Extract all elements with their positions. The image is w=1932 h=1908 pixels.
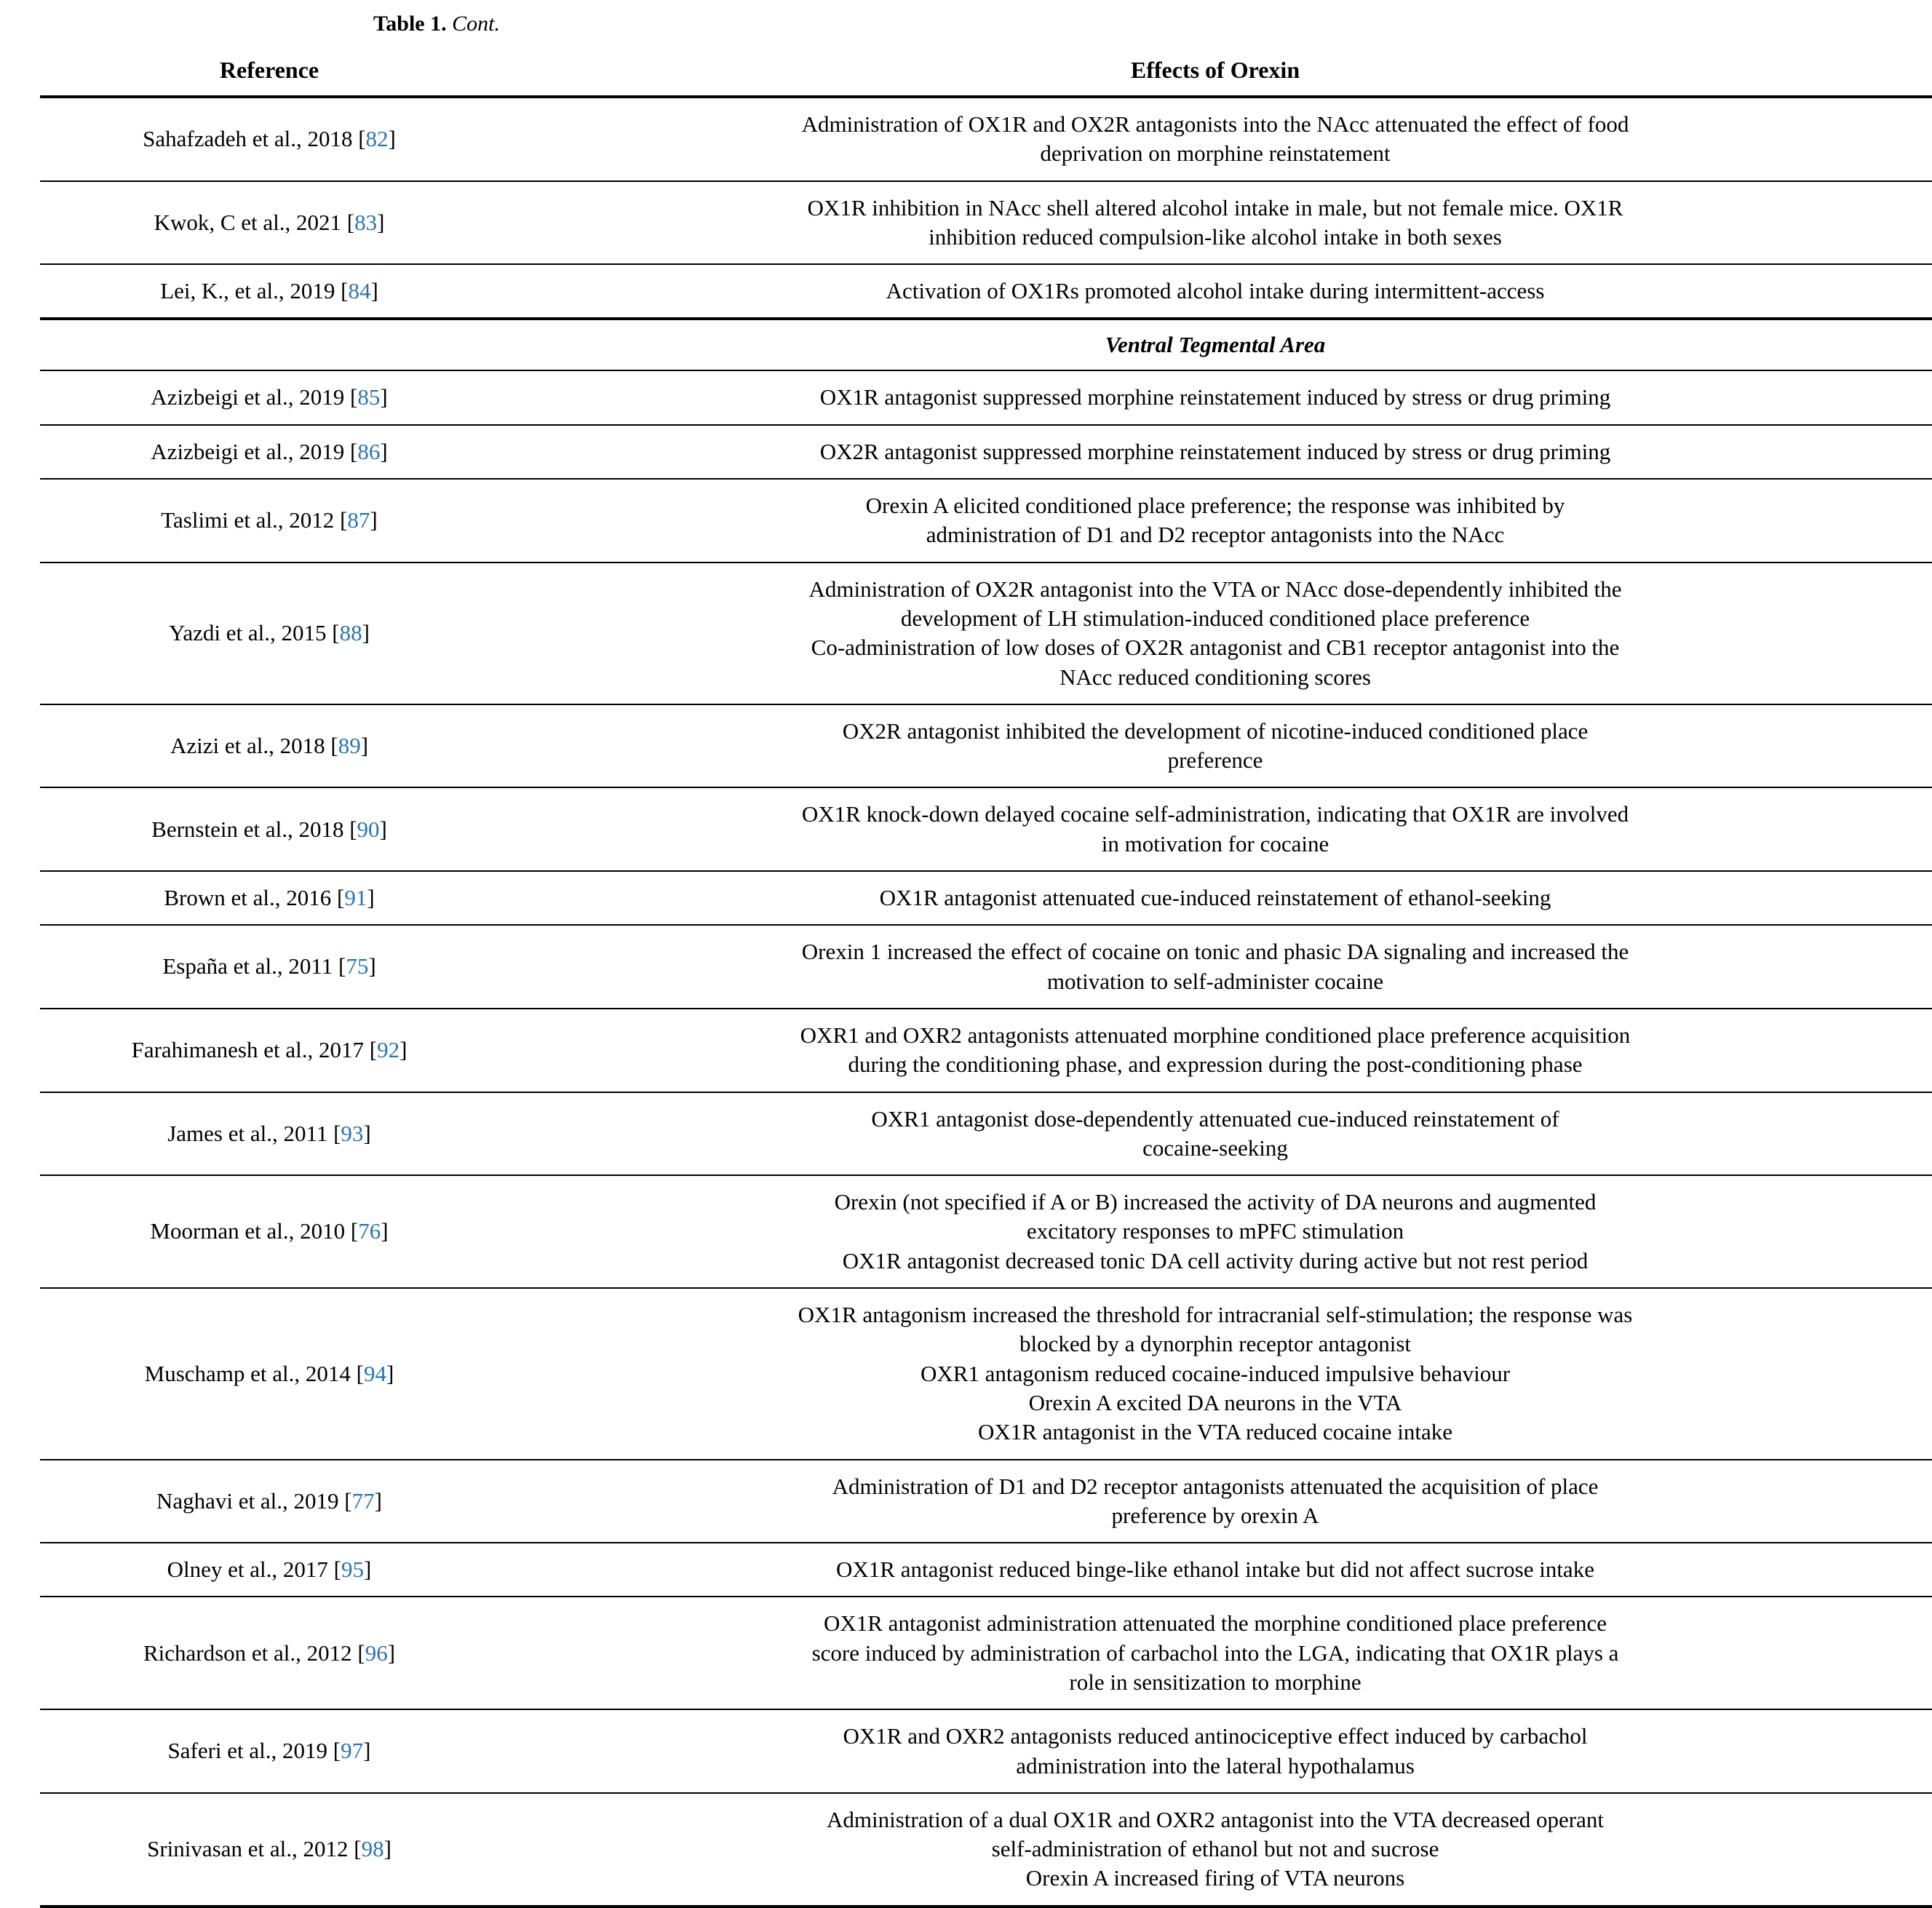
- table-body: [40, 97, 1932, 1908]
- effect-line: self-administration of ethanol but not and sucrose: [991, 1836, 1439, 1862]
- table-row: [40, 704, 1932, 788]
- reference-label: Olney et al., 2017: [167, 1557, 328, 1583]
- table-head: [40, 45, 1932, 97]
- effect-line: inhibition reduced compulsion-like alcohol intake in both sexes: [929, 223, 1502, 250]
- reference-label: Saferi et al., 2019: [167, 1738, 328, 1764]
- effects-cell: [498, 181, 1932, 265]
- table-row: [40, 97, 1932, 181]
- citation-link[interactable]: 83: [354, 209, 378, 235]
- reference-label: Moorman et al., 2010: [150, 1218, 346, 1244]
- table-row: [40, 1092, 1932, 1176]
- reference-label: Yazdi et al., 2015: [169, 620, 327, 646]
- table-row: [40, 1709, 1932, 1793]
- reference-cell: Richardson et al., 2012 [96]: [40, 1597, 498, 1709]
- effect-line: OXR1 antagonist dose-dependently attenuated cue-induced reinstatement of: [871, 1105, 1559, 1132]
- table-caption: [40, 10, 833, 38]
- citation-link[interactable]: 84: [348, 278, 371, 304]
- reference-cell: Muschamp et al., 2014 [94]: [40, 1288, 498, 1459]
- bottom-rule-right: [498, 1907, 1932, 1908]
- effect-line: OX1R antagonist suppressed morphine reinstatement induced by stress or drug priming: [819, 384, 1611, 410]
- reference-label: Lei, K., et al., 2019: [160, 278, 335, 304]
- citation-link[interactable]: 76: [358, 1218, 381, 1244]
- reference-label: Muschamp et al., 2014: [144, 1360, 351, 1386]
- effect-line: motivation to self-administer cocaine: [1046, 968, 1384, 994]
- effect-line: cocaine-seeking: [1142, 1134, 1288, 1161]
- table-row: [40, 1288, 1932, 1459]
- citation-link[interactable]: 98: [361, 1836, 384, 1862]
- citation-link[interactable]: 77: [351, 1487, 375, 1514]
- effect-line: OX1R antagonist administration attenuated the morphine conditioned place preference: [823, 1610, 1607, 1637]
- reference-cell: Saferi et al., 2019 [97]: [40, 1709, 498, 1793]
- table-section-row: [40, 319, 1932, 370]
- reference-cell: Naghavi et al., 2019 [77]: [40, 1460, 498, 1543]
- citation-link[interactable]: 87: [347, 507, 370, 533]
- reference-cell: Kwok, C et al., 2021 [83]: [40, 181, 498, 265]
- effects-cell: [498, 370, 1932, 424]
- table-row: [40, 264, 1932, 319]
- effects-cell: [498, 1092, 1932, 1176]
- citation-link[interactable]: 86: [357, 438, 381, 464]
- effects-cell: [498, 1597, 1932, 1709]
- effect-line: Orexin (not specified if A or B) increased the activity of DA neurons and augmented: [834, 1189, 1597, 1215]
- reference-cell: Taslimi et al., 2012 [87]: [40, 479, 498, 563]
- effects-cell: [498, 925, 1932, 1009]
- citation-link[interactable]: 85: [357, 384, 381, 410]
- table-row: [40, 1009, 1932, 1092]
- effects-cell: [498, 479, 1932, 563]
- reference-label: Richardson et al., 2012: [143, 1639, 352, 1666]
- table-bottom-rule: [40, 1907, 1932, 1908]
- table-row: [40, 1543, 1932, 1597]
- effects-cell: [498, 1709, 1932, 1793]
- orexin-effects-table: [40, 45, 1932, 1908]
- effect-line: score induced by administration of carbachol into the LGA, indicating that OX1R plays a: [811, 1639, 1619, 1666]
- citation-link[interactable]: 82: [365, 126, 389, 152]
- effects-cell: [498, 1288, 1932, 1459]
- effect-line: OX1R and OXR2 antagonists reduced antinociceptive effect induced by carbachol: [843, 1723, 1588, 1749]
- effect-line: Orexin 1 increased the effect of cocaine on tonic and phasic DA signaling and increased the: [801, 939, 1629, 965]
- effect-line: preference by orexin A: [1111, 1502, 1319, 1528]
- effects-cell: [498, 704, 1932, 788]
- table-row: [40, 925, 1932, 1009]
- effect-line: in motivation for cocaine: [1101, 830, 1329, 856]
- reference-cell: Azizbeigi et al., 2019 [85]: [40, 370, 498, 424]
- citation-link[interactable]: 95: [341, 1557, 364, 1583]
- effect-line: Orexin A excited DA neurons in the VTA: [1028, 1389, 1402, 1415]
- column-header-effects: Effects of Orexin: [1130, 57, 1300, 83]
- effect-line: preference: [1167, 747, 1263, 774]
- citation-link[interactable]: 91: [344, 885, 367, 911]
- table-caption-continued: Cont.: [452, 12, 500, 36]
- citation-link[interactable]: 75: [346, 953, 369, 979]
- reference-cell: Moorman et al., 2010 [76]: [40, 1175, 498, 1288]
- effects-cell: [498, 425, 1932, 479]
- citation-link[interactable]: 89: [338, 733, 361, 758]
- bottom-rule-left: [40, 1907, 498, 1908]
- reference-label: Sahafzadeh et al., 2018: [143, 126, 353, 152]
- effect-line: OX1R knock-down delayed cocaine self-administration, indicating that OX1R are involved: [801, 801, 1629, 827]
- effect-line: OXR1 and OXR2 antagonists attenuated morphine conditioned place preference acquisition: [800, 1022, 1631, 1048]
- table-row: [40, 1175, 1932, 1288]
- effect-line: OX1R antagonist reduced binge-like ethanol intake but did not affect sucrose intake: [836, 1557, 1594, 1583]
- effect-line: Co-administration of low doses of OX2R antagonist and CB1 receptor antagonist into the: [811, 635, 1620, 661]
- effect-line: blocked by a dynorphin receptor antagonist: [1019, 1331, 1412, 1357]
- table-row: [40, 787, 1932, 871]
- effects-cell: [498, 787, 1932, 871]
- effect-line: OX1R antagonist in the VTA reduced cocaine intake: [977, 1419, 1453, 1445]
- effect-line: OX1R antagonism increased the threshold for intracranial self-stimulation; the response was: [798, 1302, 1633, 1328]
- reference-label: Taslimi et al., 2012: [161, 507, 335, 533]
- reference-cell: Azizi et al., 2018 [89]: [40, 704, 498, 788]
- effects-cell: [498, 264, 1932, 319]
- effects-cell: [498, 1175, 1932, 1288]
- reference-cell: Yazdi et al., 2015 [88]: [40, 563, 498, 704]
- table-header-row: [40, 45, 1932, 97]
- reference-cell: España et al., 2011 [75]: [40, 925, 498, 1009]
- citation-link[interactable]: 96: [365, 1639, 388, 1666]
- table-row: [40, 425, 1932, 479]
- effect-line: Administration of OX2R antagonist into the VTA or NAcc dose-dependently inhibited the: [808, 576, 1622, 602]
- reference-label: Brown et al., 2016: [164, 885, 332, 911]
- reference-cell: Brown et al., 2016 [91]: [40, 871, 498, 925]
- citation-link[interactable]: 94: [364, 1360, 386, 1386]
- effect-line: development of LH stimulation-induced conditioned place preference: [900, 605, 1530, 631]
- table-row: [40, 563, 1932, 704]
- effects-cell: [498, 1009, 1932, 1092]
- table-row: [40, 370, 1932, 424]
- reference-label: Kwok, C et al., 2021: [154, 209, 342, 235]
- column-header-reference: Reference: [219, 57, 319, 83]
- table-row: [40, 181, 1932, 265]
- effect-line: OXR1 antagonism reduced cocaine-induced impulsive behaviour: [920, 1360, 1511, 1386]
- table-row: [40, 1597, 1932, 1709]
- effect-line: Activation of OX1Rs promoted alcohol intake during intermittent-access: [886, 278, 1545, 304]
- effect-line: Administration of D1 and D2 receptor antagonists attenuated the acquisition of place: [832, 1473, 1599, 1499]
- effect-line: NAcc reduced conditioning scores: [1060, 664, 1371, 690]
- effect-line: Orexin A elicited conditioned place preference; the response was inhibited by: [865, 493, 1565, 519]
- effect-line: Administration of a dual OX1R and OXR2 antagonist into the VTA decreased operant: [827, 1806, 1604, 1832]
- table-caption-label: Table 1.: [373, 12, 447, 36]
- citation-link[interactable]: 93: [341, 1120, 364, 1146]
- reference-cell: Srinivasan et al., 2012 [98]: [40, 1793, 498, 1907]
- table-row: [40, 871, 1932, 925]
- reference-label: Bernstein et al., 2018: [151, 816, 344, 842]
- table-row: [40, 1793, 1932, 1907]
- table-row: [40, 1460, 1932, 1543]
- table-section-title: [40, 319, 1932, 370]
- reference-label: Farahimanesh et al., 2017: [131, 1037, 364, 1063]
- reference-label: Azizbeigi et al., 2019: [151, 384, 345, 410]
- reference-label: Azizbeigi et al., 2019: [151, 438, 345, 464]
- citation-link[interactable]: 90: [357, 816, 380, 842]
- reference-label: España et al., 2011: [162, 953, 333, 979]
- citation-link[interactable]: 88: [339, 620, 362, 646]
- effect-line: OX1R antagonist decreased tonic DA cell activity during active but not rest period: [842, 1247, 1589, 1273]
- reference-cell: James et al., 2011 [93]: [40, 1092, 498, 1176]
- effects-cell: [498, 1543, 1932, 1597]
- effect-line: excitatory responses to mPFC stimulation: [1026, 1218, 1404, 1244]
- effect-line: administration of D1 and D2 receptor antagonists into the NAcc: [926, 522, 1505, 548]
- citation-link[interactable]: 97: [341, 1738, 364, 1764]
- effects-cell: [498, 871, 1932, 925]
- effect-line: during the conditioning phase, and expression during the post-conditioning phase: [848, 1052, 1583, 1078]
- effect-line: role in sensitization to morphine: [1069, 1669, 1361, 1695]
- reference-cell: Sahafzadeh et al., 2018 [82]: [40, 97, 498, 181]
- section-title-text: Ventral Tegmental Area: [1105, 332, 1326, 358]
- effects-cell: [498, 1793, 1932, 1907]
- effects-cell: [498, 97, 1932, 181]
- reference-cell: Azizbeigi et al., 2019 [86]: [40, 425, 498, 479]
- citation-link[interactable]: 92: [377, 1037, 400, 1063]
- table-row: [40, 479, 1932, 563]
- effect-line: OX2R antagonist suppressed morphine reinstatement induced by stress or drug priming: [819, 438, 1611, 464]
- effect-line: Orexin A increased firing of VTA neurons: [1025, 1865, 1405, 1891]
- effect-line: Administration of OX1R and OX2R antagonists into the NAcc attenuated the effect of food: [801, 111, 1629, 137]
- effect-line: administration into the lateral hypothalamus: [1016, 1752, 1415, 1778]
- reference-cell: Bernstein et al., 2018 [90]: [40, 787, 498, 871]
- reference-cell: Olney et al., 2017 [95]: [40, 1543, 498, 1597]
- reference-cell: Lei, K., et al., 2019 [84]: [40, 264, 498, 319]
- effect-line: deprivation on morphine reinstatement: [1040, 140, 1391, 167]
- effect-line: OX2R antagonist inhibited the development of nicotine-induced conditioned place: [842, 718, 1589, 744]
- effect-line: OX1R antagonist attenuated cue-induced reinstatement of ethanol-seeking: [879, 885, 1551, 911]
- effects-cell: [498, 1460, 1932, 1543]
- reference-label: James et al., 2011: [167, 1120, 328, 1146]
- reference-label: Naghavi et al., 2019: [156, 1487, 339, 1514]
- reference-cell: Farahimanesh et al., 2017 [92]: [40, 1009, 498, 1092]
- table-container: [40, 45, 1932, 1908]
- effect-line: OX1R inhibition in NAcc shell altered alcohol intake in male, but not female mice. OX1R: [807, 194, 1623, 220]
- reference-label: Azizi et al., 2018: [170, 733, 325, 758]
- reference-label: Srinivasan et al., 2012: [147, 1836, 349, 1862]
- effects-cell: [498, 563, 1932, 704]
